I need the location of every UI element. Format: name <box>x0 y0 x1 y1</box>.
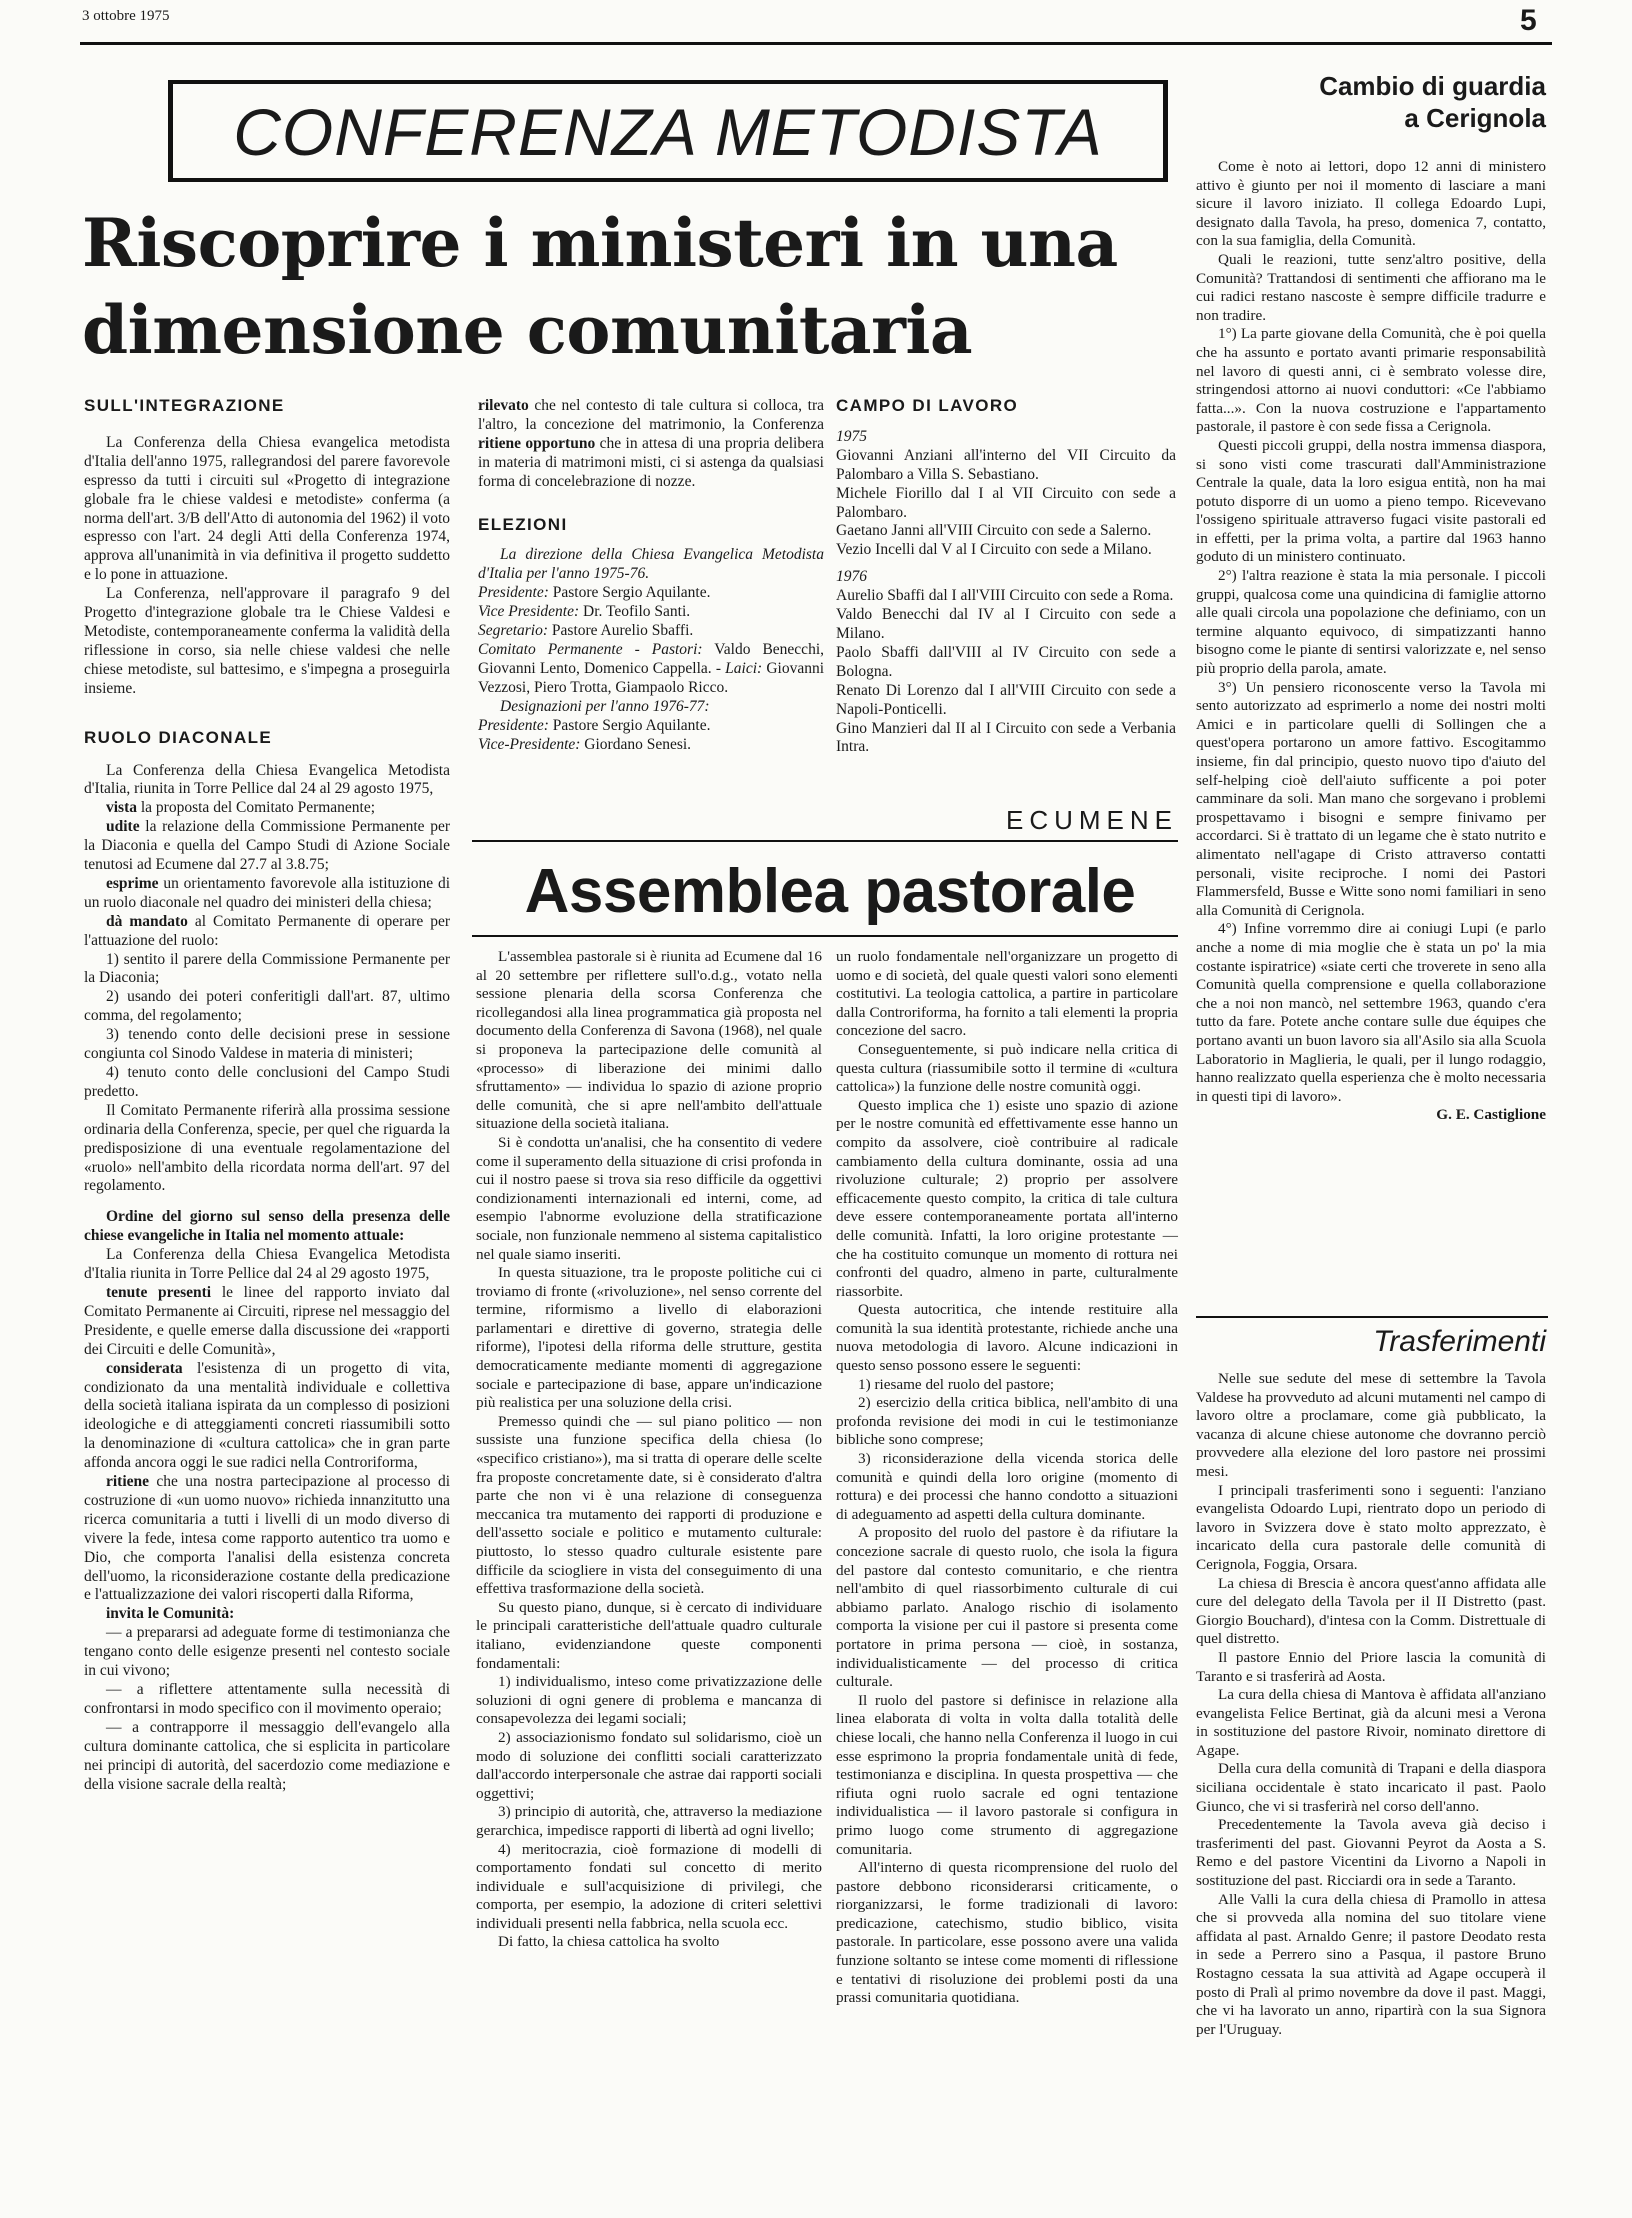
column-elections <box>478 397 824 754</box>
list-item: 3) principio di autorità, che, attraverso la mediazione gerarchica, impedisce rapporti di libertà ad ogni livello; <box>476 1803 822 1839</box>
list-item: 1) individualismo, inteso come privatizzazione delle soluzioni di ogni genere di problema e mancanza di consapevolezza dei legami sociali; <box>476 1673 822 1728</box>
bold-lead: tenute presenti <box>106 1283 212 1301</box>
list-item: Valdo Benecchi dal IV al I Circuito con sede a Milano. <box>836 606 1176 642</box>
paragraph: La Conferenza della Chiesa Evangelica Metodista d'Italia riunita in Torre Pellice dal 24 al 29 agosto 1975, <box>84 1246 450 1283</box>
year: 1976 <box>836 568 867 586</box>
bold-lead: vista <box>106 799 137 817</box>
bold-lead: invita le Comunità: <box>106 1605 235 1623</box>
paragraph: La chiesa di Brescia è ancora quest'anno affidata alle cure del delegato della Tavola per il II Distretto (past. Giorgio Bouchard), d'intesa con la Comm. Distrettuale di quel distretto. <box>1196 1574 1546 1648</box>
ecumene-rule <box>472 840 1178 842</box>
list-item: — a contrapporre il messaggio dell'evangelo alla cultura dominante cattolica, che si esplicita in particolare nei principi di autorità, del sacerdozio come mediazione e della visione sacrale della realtà; <box>84 1718 450 1793</box>
bold-lead: considerata <box>106 1359 183 1377</box>
agenda-heading: Ordine del giorno sul senso della presenza delle chiese evangeliche in Italia nel momento attuale: <box>84 1208 450 1245</box>
column-rule <box>1196 1316 1548 1318</box>
cambio-title-line-2: a Cerignola <box>1404 103 1546 133</box>
section-heading-campo: CAMPO DI LAVORO <box>836 396 1019 415</box>
page-date: 3 ottobre 1975 <box>82 8 170 24</box>
section-heading-integrazione: SULL'INTEGRAZIONE <box>84 396 285 415</box>
paragraph: Questo implica che 1) esiste uno spazio di azione per le nostre comunità ed effettivamente esse hanno un compito da assolvere, cioè contribuire al radicale cambiamento della cultura dominante, ossia ad una rivoluzione culturale; 2) proprio per assolvere efficacemente questo compito, la critica di tale cultura deve essere contemporaneamente portata all'interno delle comunità. Infatti, la loro origine protestante — che ha costituito comunque un momento di rottura nei confronti del quadro, almeno in parte, culturalmente riassorbite. <box>836 1096 1178 1300</box>
paragraph: un orientamento favorevole alla istituzione di un ruolo diaconale nel quadro dei ministeri della chiesa; <box>84 874 451 911</box>
paragraph: Il Comitato Permanente riferirà alla prossima sessione ordinaria della Conferenza, specie, per quel che riguarda la predisposizione di una eventuale regolamentazione del «ruolo» nell'ambito della ricordata norma dell'art. 97 del regolamento. <box>84 1101 450 1195</box>
paragraph: Questi piccoli gruppi, della nostra immensa diaspora, si sono visti come trascurati dall'Amministrazione Centrale la quale, data la loro esigua entità, non ha mai potuto disporre di un uomo a pieno tempo. Ricevevano l'ossigeno spirituale attraverso fugaci visite pastorali ed in effetti, per la prima volta, a partire dal 1963 hanno goduto di un ministero continuato. <box>1196 436 1546 566</box>
banner-title: CONFERENZA METODISTA <box>233 95 1103 169</box>
paragraph: All'interno di questa ricomprensione del ruolo del pastore debbono riconsiderarsi criticamente, o riorganizzarsi, le forme tradizionali di lavoro: predicazione, catechismo, studio biblico, visita pastorale. In particolare, esse possono avere una valida funzione soltanto se intese come momenti di riflessione e tentativi di risoluzione dei problemi posti da una prassi comunitaria quotidiana. <box>836 1859 1178 2007</box>
headline-line-1: Riscoprire i ministeri in una <box>82 204 1118 282</box>
conference-banner <box>168 80 1168 182</box>
paragraph: Il pastore Ennio del Priore lascia la comunità di Taranto e si trasferirà ad Aosta. <box>1196 1648 1546 1685</box>
paragraph: le linee del rapporto inviato dal Comitato Permanente ai Circuiti, riprese nel messaggio del Presidente, e quelle emerse dalla discussione dei «rapporti dei Circuiti e delle Comunità», <box>84 1283 450 1358</box>
paragraph: Si è condotta un'analisi, che ha consentito di vedere come il superamento della situazione di crisi profonda in cui il nostro paese si trova sia reso difficile da oggettivi condizionamenti internazionali ed interni, come, ad esempio l'abnorme evoluzione della stratificazione sociale, non funzionale nemmeno al sistema capitalistico nel quale siamo inseriti. <box>476 1133 822 1263</box>
main-headline <box>82 200 1222 374</box>
paragraph: A proposito del ruolo del pastore è da rifiutare la concezione sacrale di questo ruolo, che isola la figura del pastore dal contesto comunitario, e che rientra nell'ambito di quel riassorbimento culturale di cui abbiamo parlato. Analogo rischio di isolamento comporta la visione per cui il pastore si presenta come portatore in prima persona — cioè, in sostanza, individualisticamente — del processo di critica culturale. <box>836 1524 1178 1691</box>
ecumene-rule-bottom <box>472 935 1178 937</box>
value: Pastore Sergio Aquilante. <box>552 716 711 734</box>
value: Dr. Teofilo Santi. <box>583 603 691 621</box>
paragraph: Designazioni per l'anno 1976-77: <box>500 697 710 715</box>
list-item: 4) tenuto conto delle conclusioni del Campo Studi predetto. <box>84 1064 450 1100</box>
paragraph: Il ruolo del pastore si definisce in relazione alla linea elaborata di volta in volta dalla totalità delle chiese locali, che hanno nella Conferenza il luogo in cui esse esprimono la propria fondamentale unità di fede, testimonianza e disciplina. In questa prospettiva — che rifiuta ogni ruolo sacrale ed ogni tentazione individualistica — il lavoro pastorale si configura in primo luogo come strumento di aggregazione comunitaria. <box>836 1691 1178 1858</box>
list-item: 1) riesame del ruolo del pastore; <box>858 1375 1055 1393</box>
section-heading-ruolo-diaconale: RUOLO DIACONALE <box>84 727 273 747</box>
bold-lead: udite <box>106 818 140 836</box>
paragraph: Questa autocritica, che intende restituire alla comunità la sua identità protestante, richiede anche una nuova metodologia di lavoro. Alcune indicazioni in questo senso possono essere le seguenti: <box>836 1301 1178 1375</box>
cambio-title-line-1: Cambio di guardia <box>1319 71 1546 101</box>
paragraph: Alle Valli la cura della chiesa di Pramollo in attesa che si provveda alla nomina del suo titolare viene affidata al past. Arnaldo Genre; il pastore Deodato resta in sede a Perrero sino a Pasqua, il pastore Bruno Rostagno cessata la sua attività ad Agape occuperà il posto di Pralì al primo novembre da dove il past. Maggi, che vi ha lavorato un anno, ripartirà con la sua Signora per l'Uruguay. <box>1196 1890 1546 2038</box>
paragraph: che in attesa di una propria delibera in materia di matrimoni misti, ci si astenga da qualsiasi forma di concelebrazione di nozze. <box>478 434 824 490</box>
header-rule <box>80 42 1552 45</box>
paragraph: In questa situazione, tra le proposte politiche cui ci troviamo di fronte («rivoluzione», nel senso corrente del termine, riformismo a livello di elaborazioni parlamentari e direttive di governo, strategia delle riforme), l'ipotesi della riforma delle strutture, gestita democraticamente mediante momenti di aggregazione sociale e partecipazione di base, appare un'indicazione più realistica per una soluzione della crisi. <box>476 1264 822 1412</box>
list-item: Aurelio Sbaffi dal I all'VIII Circuito con sede a Roma. <box>836 587 1174 605</box>
label: Presidente: <box>478 584 549 602</box>
bold-lead: dà mandato <box>106 912 188 930</box>
bold-lead: ritiene <box>106 1473 150 1491</box>
year: 1975 <box>836 427 867 445</box>
ecumene-column-b <box>836 948 1178 2008</box>
value: Giordano Senesi. <box>584 735 692 753</box>
paragraph: Premesso quindi che — sul piano politico — non sussiste una funzione specifica della chiesa (lo «specifico cristiano»), ma si tratta di operare delle scelte fra proposte concretamente date, si è considerato d'altra parte che non vi è una relazione di conseguenza meccanica tra mutamento dei rapporti di produzione e dell'assetto sociale e politico e mutamento culturale: piuttosto, lo stesso quadro culturale esistente pare difficile da sciogliere in vista del conseguimento di una effettiva trasformazione della società. <box>476 1412 822 1598</box>
paragraph: La cura della chiesa di Mantova è affidata all'anziano evangelista Felice Bertinat, già da alcuni mesi a Verona in sostituzione del pastore Rivoir, nominato direttore di Agape. <box>1196 1686 1546 1759</box>
paragraph: un ruolo fondamentale nell'organizzare un progetto di uomo e di società, del quale questi valori sono elementi costitutivi. La teologia cattolica, a partire in particolare dalla Controriforma, ha fornito a tali elementi la propria concezione del sacro. <box>836 948 1178 1040</box>
list-item: Renato Di Lorenzo dal I all'VIII Circuito con sede a Napoli-Ponticelli. <box>836 681 1176 718</box>
paragraph: 2°) l'altra reazione è stata la mia personale. I piccoli gruppi, qualcosa come una quindicina di famiglie attorno alle quali circola una popolazione che definiamo, con un termine alquanto equivoco, di simpatizzanti hanno bisogno come le piante di sentirsi valorizzate e, nel senso più proprio della parola, amate. <box>1196 567 1546 678</box>
label: Laici: <box>725 659 763 677</box>
paragraph: La Conferenza della Chiesa evangelica metodista d'Italia dell'anno 1975, rallegrandosi del parere favorevole espresso da tutti i circuiti sul «Progetto di integrazione globale fra le chiese valdesi e metodiste» conferma (a norma dell'art. 3/B dell'Atto di autonomia del 1962) il voto espresso con l'art. 24 degli Atti della Conferenza 1974, approva all'unanimità in via definitiva il progetto suddetto e lo pone in attuazione. <box>84 433 450 584</box>
paragraph: la proposta del Comitato Permanente; <box>140 799 376 817</box>
paragraph: 4°) Infine vorremmo dire ai coniugi Lupi (e parlo anche a nome di mia moglie che è stata un po' la mia costante ispiratrice) «siate certi che troverete in seno alla Comunità quella comprensione e quella collaborazione che a noi non mancò, nel settembre 1963, quando c'era tutto da fare. Potete anche contare sulle due équipes che portano avanti un buon lavoro sia all'Asilo sia alla Scuola Laboratorio in Maglieria, le quali, per il lungo rodaggio, hanno realizzato quella esperienza che è molto necessaria in questi tipi di lavoro». <box>1196 920 1546 1105</box>
paragraph: 3°) Un pensiero riconoscente verso la Tavola mi sento autorizzato ad esprimerlo a nome dei nostri molti Amici e in particolare quelli di Sollingen che a quest'opera portarono un amore fattivo. Escogitammo insieme, fin dal principio, questo nuovo tipo d'aiuto del self-helping cioè dell'aiuto sufficente a poi poter camminare da soli. Man mano che sorgevano i problemi prospettavamo i bisogni e sempre finivamo per accordarci. Si è trattato di un legame che è stato nutrito e alimentato nell'agape di Cristo attraverso contatti personali, visite reciproche. I nomi dei Pastori Flammersfeld, Busse e Witte sono nomi familiari in seno alla Comunità di Cerignola. <box>1196 678 1546 919</box>
column-integration <box>84 397 450 1794</box>
paragraph: Nelle sue sedute del mese di settembre la Tavola Valdese ha provveduto ad alcuni mutamenti nel campo di lavoro oltre a proclamare, come già pubblicato, la vacanza di alcune chiese autonome che dovranno perciò provvedere alla elezione del loro pastore nei prossimi mesi. <box>1196 1370 1546 1480</box>
paragraph: Della cura della comunità di Trapani e della diaspora siciliana occidentale è stato incaricato il past. Paolo Giunco, che vi si trasferirà nel corso dell'anno. <box>1196 1760 1546 1815</box>
paragraph: La direzione della Chiesa Evangelica Metodista d'Italia per l'anno 1975-76. <box>478 546 824 583</box>
cambio-title <box>1196 70 1546 134</box>
ecumene-column-a <box>476 948 822 1952</box>
paragraph: L'assemblea pastorale si è riunita ad Ecumene dal 16 al 20 settembre per riflettere sull'o.d.g., votato nella sessione plenaria della scorsa Conferenza che ricollegandosi alla linea programmatica già proposta nel documento della Conferenza di Savona (1968), nel quale si proponeva la partecipazione delle comunità al «processo» di liberazione dei minimi dallo sfruttamento» — individua lo spazio di azione proprio delle comunità, che si apre nell'ambito dell'attuale situazione della società italiana. <box>476 948 822 1133</box>
paragraph: al Comitato Permanente di operare per l'attuazione del ruolo: <box>84 912 451 949</box>
paragraph: Precedentemente la Tavola aveva già deciso i trasferimenti del past. Giovanni Peyrot da Aosta a S. Remo e del pastore Vicentini da Livorno a Napoli in sostituzione del past. Ricciardi ora in sede a Taranto. <box>1196 1816 1546 1890</box>
list-item: 3) riconsiderazione della vicenda storica delle comunità e quindi della loro origine (momento di rottura) e dei processi che hanno condotto a situazioni di adeguamento ad aspetti della cultura dominante. <box>836 1450 1178 1523</box>
value: Pastore Sergio Aquilante. <box>552 584 711 602</box>
paragraph: 1°) La parte giovane della Comunità, che è poi quella che ha assunto e portato avanti primarie responsabilità nel lavoro di questi anni, ci è sembrato volesse dire, stringendosi attorno ai nuovi conduttori: «Ce l'abbiamo fatta...». Con la nuova costruzione e l'appartamento pastorale, il pastore è con sede fissa a Cerignola. <box>1196 325 1546 436</box>
ecumene-kicker: ECUMENE <box>1005 805 1178 835</box>
paragraph: Di fatto, la chiesa cattolica ha svolto <box>498 1933 720 1951</box>
label: Segretario: <box>478 622 549 640</box>
label: Vice Presidente: <box>478 603 580 621</box>
list-item: Michele Fiorillo dal I al VII Circuito con sede a Palombaro. <box>836 484 1176 521</box>
label: Comitato Permanente - Pastori: <box>478 640 703 658</box>
label: Presidente: <box>478 716 549 734</box>
value: Pastore Aurelio Sbaffi. <box>551 622 694 640</box>
paragraph: l'esistenza di un progetto di vita, condizionato da una mentalità individuale e collettiva della società italiana ispirata da un complesso di posizioni ideologiche e di atteggiamenti concreti riassumibili sotto la denominazione di «cultura cattolica» che in gran parte affonda ancora oggi le sue radici nella Controriforma, <box>84 1359 450 1472</box>
value: Giovanni Vezzosi, Piero Trotta, Giampaolo Ricco. <box>478 659 825 696</box>
paragraph: Conseguentemente, si può indicare nella critica di questa cultura (riassumibile sotto il termine di «cultura cattolica») la funzione delle nostre comunità oggi. <box>836 1040 1178 1096</box>
column-campo-di-lavoro <box>836 397 1176 757</box>
paragraph: che nel contesto di tale cultura si colloca, tra l'altro, la concezione del matrimonio, la Conferenza <box>478 397 825 433</box>
list-item: Giovanni Anziani all'interno del VII Circuito da Palombaro a Villa S. Sebastiano. <box>836 446 1176 483</box>
list-item: Gino Manzieri dal II al I Circuito con sede a Verbania Intra. <box>836 719 1176 756</box>
section-heading-elezioni: ELEZIONI <box>478 514 568 534</box>
paragraph: la relazione della Commissione Permanente per la Diaconia e quella del Campo Studi di Azione Sociale tenutosi ad Ecumene dal 27.7 al 3.8.75; <box>84 818 450 874</box>
list-item: 1) sentito il parere della Commissione Permanente per la Diaconia; <box>84 950 450 987</box>
list-item: Vezio Incelli dal V al I Circuito con sede a Milano. <box>836 541 1152 559</box>
trasferimenti-title: Trasferimenti <box>1373 1325 1546 1358</box>
headline-line-2: dimensione comunitaria <box>82 291 973 369</box>
list-item: 2) associazionismo fondato sul solidarismo, cioè un modo di soluzione dei conflitti sociali caratterizzato dall'accordo interpersonale che astrae dai rapporti sociali oggettivi; <box>476 1728 822 1802</box>
list-item: 2) esercizio della critica biblica, nell'ambito di una profonda revisione dei modi in cui le testimonianze bibliche sono comprese; <box>836 1394 1178 1449</box>
list-item: Paolo Sbaffi dall'VIII al IV Circuito con sede a Bologna. <box>836 643 1176 680</box>
paragraph: La Conferenza, nell'approvare il paragrafo 9 del Progetto d'integrazione globale tra le Chiese Valdesi e Metodiste, contemporaneamente conferma la validità della riflessione in corso, sia nelle chiese valdesi che nelle chiese metodiste, sul battesimo, e s'impegna a proseguirla insieme. <box>84 585 450 697</box>
ecumene-title: Assemblea pastorale <box>524 857 1136 926</box>
paragraph: Su questo piano, dunque, si è cercato di individuare le principali caratteristiche dell'attuale quadro culturale italiano, evidenziandone queste componenti fondamentali: <box>476 1598 822 1672</box>
bold-lead: ritiene opportuno <box>478 434 596 452</box>
paragraph: che una nostra partecipazione al processo di costruzione di «un uomo nuovo» richieda innanzitutto una ricerca comunitaria a tutti i livelli di un modo diverso di vivere la fede, intesa come rapporto autentico tra uomo e Dio, che comporta l'analisi della esistenza concreta dell'uomo, la riconsiderazione costante della predicazione e l'attualizzazione dei valori riscoperti dalla Riforma, <box>84 1473 451 1604</box>
page-number: 5 <box>1520 4 1537 37</box>
value: Valdo Benecchi, Giovanni Lento, Domenico Cappella. - <box>478 640 824 677</box>
bold-lead: rilevato <box>478 397 529 414</box>
trasferimenti-body <box>1196 1370 1546 2039</box>
list-item: 3) tenendo conto delle decisioni prese in sessione congiunta col Sinodo Valdese in materia di ministeri; <box>84 1026 450 1063</box>
list-item: — a prepararsi ad adeguate forme di testimonianza che tengano conto delle esigenze presenti nel contesto sociale in cui vivono; <box>84 1624 450 1680</box>
paragraph: Come è noto ai lettori, dopo 12 anni di ministero attivo è giunto per noi il momento di lasciare a mani sicure il lavoro iniziato. Il collega Edoardo Lupi, designato dalla Tavola, ha preso, domenica 7, contatto, con la sua famiglia, della Comunità. <box>1196 158 1546 250</box>
label: Vice-Presidente: <box>478 735 581 753</box>
paragraph: I principali trasferimenti sono i seguenti: l'anziano evangelista Odoardo Lupi, rientrato dopo un periodo di lavoro in Svizzera dove è stato molto apprezzato, è incaricato della cura pastorale delle comunità di Cerignola, Foggia, Orsara. <box>1196 1481 1546 1573</box>
signature: G. E. Castiglione <box>1436 1106 1546 1124</box>
cambio-body <box>1196 158 1546 1125</box>
list-item: Gaetano Janni all'VIII Circuito con sede a Salerno. <box>836 522 1152 540</box>
paragraph: La Conferenza della Chiesa Evangelica Metodista d'Italia, riunita in Torre Pellice dal 24 al 29 agosto 1975, <box>84 761 450 798</box>
paragraph: Quali le reazioni, tutte senz'altro positive, della Comunità? Trattandosi di sentimenti che affiorano ma le cui radici restano nascoste è sempre difficile tradurre e non tradire. <box>1196 250 1546 324</box>
list-item: — a riflettere attentamente sulla necessità di confrontarsi in modo specifico con il movimento operaio; <box>84 1681 450 1717</box>
bold-lead: esprime <box>106 874 159 892</box>
list-item: 4) meritocrazia, cioè formazione di modelli di comportamento fondati sul concetto di merito individuale e sull'acquisizione di privilegi, che comporta, per esempio, la adozione di criteri selettivi individuali presenti nella fabbrica, nella scuola ecc. <box>476 1840 822 1932</box>
list-item: 2) usando dei poteri conferitigli dall'art. 87, ultimo comma, del regolamento; <box>84 988 450 1025</box>
